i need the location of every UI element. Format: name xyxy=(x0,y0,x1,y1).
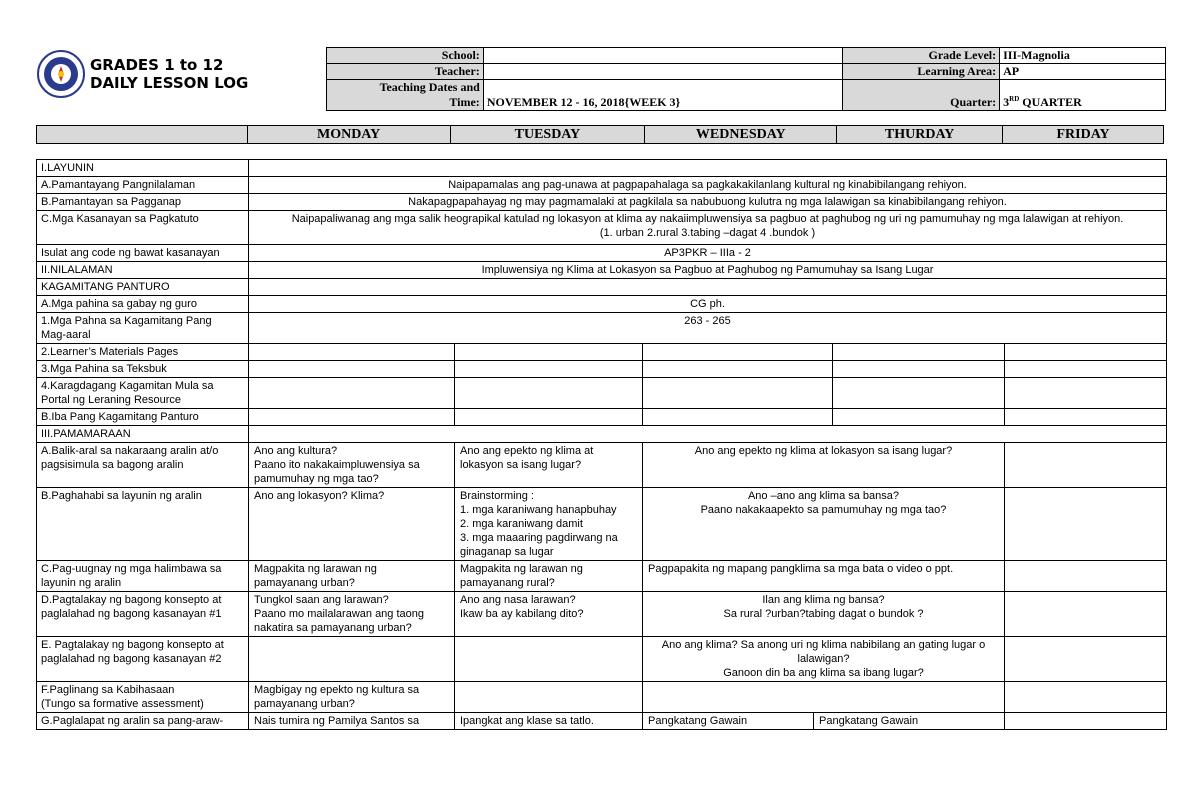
table-row xyxy=(37,713,1167,730)
table-row xyxy=(37,561,1167,592)
text-line: lokasyon sa isang lugar? xyxy=(460,459,582,471)
text-line: Ikaw ba ay kabilang dito? xyxy=(460,608,584,620)
pamantayan-pagganap-text[interactable]: Nakapagpapahayag ng may pagmamalaki at pagkilala sa nabubuong kulutra ng mga lalawigan sa kinabibilangang rehiyon. xyxy=(249,194,1167,211)
quarter-word: QUARTER xyxy=(1019,95,1082,109)
text-line: 3. mga maaaring pagdirwang na xyxy=(460,532,618,544)
text-line: Paano ito nakakaimpluwensiya sa xyxy=(254,459,420,471)
dates-label-line-2: Time: xyxy=(449,95,480,109)
kasanayan-text[interactable] xyxy=(249,211,1167,245)
text-line: Tungkol saan ang larawan? xyxy=(254,594,389,606)
teksbuk-label: 3.Mga Pahina sa Teksbuk xyxy=(37,361,249,378)
balik-aral-label xyxy=(37,443,249,488)
paglalapat-thursday[interactable]: Pangkatang Gawain xyxy=(814,713,1005,730)
balik-aral-line-1: A.Balik-aral sa nakaraang aralin at/o xyxy=(41,445,219,457)
pahina-kagamitan-label xyxy=(37,313,249,344)
text-line: Brainstorming : xyxy=(460,490,534,502)
paghahabi-friday[interactable] xyxy=(1005,488,1167,561)
nilalaman-label: II.NILALAMAN xyxy=(37,262,249,279)
gabay-guro-text[interactable]: CG ph. xyxy=(249,296,1167,313)
pag-uugnay-monday[interactable] xyxy=(249,561,455,592)
balik-aral-line-2: pagsisimula sa bagong aralin xyxy=(41,459,184,471)
paglinang-line-1: F.Paglinang sa Kabihasaan xyxy=(41,684,175,696)
paglalapat-monday[interactable]: Nais tumira ng Pamilya Santos sa xyxy=(249,713,455,730)
cell-monday[interactable] xyxy=(249,409,455,426)
balik-aral-friday[interactable] xyxy=(1005,443,1167,488)
table-row xyxy=(37,592,1167,637)
cell-thursday[interactable] xyxy=(833,344,1005,361)
cell-tuesday[interactable] xyxy=(455,409,643,426)
header-info-table xyxy=(326,47,1166,111)
paghahabi-monday[interactable]: Ano ang lokasyon? Klima? xyxy=(249,488,455,561)
balik-aral-monday[interactable] xyxy=(249,443,455,488)
code-text[interactable]: AP3PKR – IIIa - 2 xyxy=(249,245,1167,262)
cell-tuesday[interactable] xyxy=(455,378,643,409)
text-line: Ilan ang klima ng bansa? xyxy=(762,594,885,606)
day-friday: FRIDAY xyxy=(1003,126,1164,144)
text-line: Magpakita ng larawan ng xyxy=(460,563,583,575)
text-line: nakatira sa pamayanang urban? xyxy=(254,622,412,634)
paglalapat-label: G.Paglalapat ng aralin sa pang-araw- xyxy=(37,713,249,730)
table-row xyxy=(37,177,1167,194)
table-row xyxy=(37,344,1167,361)
pagtalakay-1-wed-thu[interactable] xyxy=(643,592,1005,637)
table-row xyxy=(37,488,1167,561)
quarter-value[interactable] xyxy=(1000,80,1166,111)
table-row xyxy=(37,262,1167,279)
pagtalakay-2-label xyxy=(37,637,249,682)
paglinang-monday[interactable] xyxy=(249,682,455,713)
cell-tuesday[interactable] xyxy=(455,344,643,361)
pagtalakay-1-friday[interactable] xyxy=(1005,592,1167,637)
grade-level-value[interactable]: III-Magnolia xyxy=(1000,48,1166,64)
dates-label xyxy=(327,80,484,111)
paghahabi-wed-thu[interactable] xyxy=(643,488,1005,561)
pagtalakay-2-wed-thu[interactable] xyxy=(643,637,1005,682)
table-row xyxy=(37,378,1167,409)
table-row xyxy=(37,194,1167,211)
pagtalakay-1-tuesday[interactable] xyxy=(455,592,643,637)
pagtalakay-1-monday[interactable] xyxy=(249,592,455,637)
text-line: pamumuhay ng mga tao? xyxy=(254,473,379,485)
table-row xyxy=(37,443,1167,488)
paghahabi-label: B.Paghahabi sa layunin ng aralin xyxy=(37,488,249,561)
cell-wednesday[interactable] xyxy=(643,344,833,361)
pag-uugnay-label xyxy=(37,561,249,592)
paglalapat-tuesday[interactable]: Ipangkat ang klase sa tatlo. xyxy=(455,713,643,730)
cell-thursday[interactable] xyxy=(833,409,1005,426)
day-wednesday: WEDNESDAY xyxy=(645,126,837,144)
table-row xyxy=(37,296,1167,313)
iba-pang-kagamitan-label: B.Iba Pang Kagamitang Panturo xyxy=(37,409,249,426)
paglinang-wed-thu[interactable] xyxy=(643,682,1005,713)
paghahabi-tuesday[interactable] xyxy=(455,488,643,561)
grade-level-label: Grade Level: xyxy=(843,48,1000,64)
teacher-label: Teacher: xyxy=(327,64,484,80)
cell-wednesday[interactable] xyxy=(643,409,833,426)
pagtalakay-1-line-1: D.Pagtalakay ng bagong konsepto at xyxy=(41,594,222,606)
balik-aral-wed-thu[interactable]: Ano ang epekto ng klima at lokasyon sa isang lugar? xyxy=(643,443,1005,488)
text-line: Ano ang kultura? xyxy=(254,445,338,457)
pag-uugnay-wed-thu[interactable]: Pagpapakita ng mapang pangklima sa mga bata o video o ppt. xyxy=(643,561,1005,592)
text-line: pamayanang urban? xyxy=(254,577,355,589)
karagdagang-kagamitan-label xyxy=(37,378,249,409)
title-line-1: GRADES 1 to 12 xyxy=(90,56,224,74)
text-line: 1. mga karaniwang hanapbuhay xyxy=(460,504,617,516)
kasanayan-label: C.Mga Kasanayan sa Pagkatuto xyxy=(37,211,249,245)
learning-area-label: Learning Area: xyxy=(843,64,1000,80)
layunin-label: I.LAYUNIN xyxy=(37,160,249,177)
pamamaraan-cell[interactable] xyxy=(249,426,1167,443)
pahina-kagamitan-line-2: Mag-aaral xyxy=(41,329,91,341)
cell-thursday[interactable] xyxy=(833,378,1005,409)
karagdagang-line-1: 4.Karagdagang Kagamitan Mula sa xyxy=(41,380,214,392)
dates-label-line-1: Teaching Dates and xyxy=(379,80,480,94)
cell-friday[interactable] xyxy=(1005,409,1167,426)
table-row xyxy=(37,637,1167,682)
cell-monday[interactable] xyxy=(249,361,455,378)
pamantayan-pagganap-label: B.Pamantayan sa Pagganap xyxy=(37,194,249,211)
day-monday: MONDAY xyxy=(247,126,450,144)
pagtalakay-2-line-1: E. Pagtalakay ng bagong konsepto at xyxy=(41,639,224,651)
day-tuesday: TUESDAY xyxy=(450,126,645,144)
text-line: Ganoon din ba ang klima sa ibang lugar? xyxy=(723,667,924,679)
pag-uugnay-line-1: C.Pag-uugnay ng mga halimbawa sa xyxy=(41,563,222,575)
kasanayan-line-1: Naipapaliwanag ang mga salik heograpikal katulad ng lokasyon at klima ay nakaiimpluwensiya sa pagbuo at paghubog ng uri ng pamumuhay ng mga lalawigan at rehiyon. xyxy=(291,213,1124,225)
title-line-2: DAILY LESSON LOG xyxy=(90,74,249,92)
pagtalakay-1-line-2: paglalahad ng bagong kasanayan #1 xyxy=(41,608,222,620)
pahina-kagamitan-line-1: 1.Mga Pahna sa Kagamitang Pang xyxy=(41,315,212,327)
paglalapat-wednesday[interactable]: Pangkatang Gawain xyxy=(643,713,814,730)
karagdagang-line-2: Portal ng Leraning Resource xyxy=(41,394,182,406)
text-line: Magbigay ng epekto ng kultura sa xyxy=(254,684,420,696)
quarter-suffix: RD xyxy=(1009,95,1020,103)
pagtalakay-2-line-2: paglalahad ng bagong kasanayan #2 xyxy=(41,653,222,665)
pagtalakay-2-tuesday[interactable] xyxy=(455,637,643,682)
cell-tuesday[interactable] xyxy=(455,361,643,378)
balik-aral-tuesday[interactable] xyxy=(455,443,643,488)
pag-uugnay-tuesday[interactable] xyxy=(455,561,643,592)
paglinang-friday[interactable] xyxy=(1005,682,1167,713)
cell-thursday[interactable] xyxy=(833,361,1005,378)
table-row xyxy=(37,279,1167,296)
kagamitan-label: KAGAMITANG PANTURO xyxy=(37,279,249,296)
table-row xyxy=(37,245,1167,262)
quarter-label: Quarter: xyxy=(843,80,1000,111)
text-line: Magpakita ng larawan ng xyxy=(254,563,377,575)
text-line: 2. mga karaniwang damit xyxy=(460,518,583,530)
paglinang-tuesday[interactable] xyxy=(455,682,643,713)
gabay-guro-label: A.Mga pahina sa gabay ng guro xyxy=(37,296,249,313)
table-row xyxy=(37,211,1167,245)
pagtalakay-1-label xyxy=(37,592,249,637)
pag-uugnay-friday[interactable] xyxy=(1005,561,1167,592)
cell-friday[interactable] xyxy=(1005,344,1167,361)
table-row xyxy=(37,361,1167,378)
lesson-log-table xyxy=(36,159,1167,730)
table-row xyxy=(37,313,1167,344)
deped-seal-icon xyxy=(37,50,85,98)
learning-area-value[interactable]: AP xyxy=(1000,64,1166,80)
text-line: Paano mo mailalarawan ang taong xyxy=(254,608,425,620)
text-line: pamayanang rural? xyxy=(460,577,555,589)
text-line: ginaganap sa lugar xyxy=(460,546,554,558)
code-label: Isulat ang code ng bawat kasanayan xyxy=(37,245,249,262)
text-line: Ano ang nasa larawan? xyxy=(460,594,576,606)
text-line: Sa rural ?urban?tabing dagat o bundok ? xyxy=(723,608,924,620)
quarter-number: 3 xyxy=(1003,95,1010,109)
dates-value[interactable]: NOVEMBER 12 - 16, 2018{WEEK 3} xyxy=(483,80,843,111)
pagtalakay-2-friday[interactable] xyxy=(1005,637,1167,682)
pag-uugnay-line-2: layunin ng aralin xyxy=(41,577,122,589)
document-title xyxy=(90,56,248,92)
days-header-blank xyxy=(37,126,248,144)
text-line: Paano nakakaapekto sa pamumuhay ng mga tao? xyxy=(700,504,947,516)
cell-monday[interactable] xyxy=(249,344,455,361)
pahina-kagamitan-text[interactable]: 263 - 265 xyxy=(249,313,1167,344)
table-row xyxy=(37,426,1167,443)
text-line: Ano ang klima? Sa anong uri ng klima nabibilang an gating lugar o xyxy=(661,639,986,651)
table-row xyxy=(37,160,1167,177)
text-line: pamayanang urban? xyxy=(254,698,355,710)
layunin-cell[interactable] xyxy=(249,160,1167,177)
cell-friday[interactable] xyxy=(1005,378,1167,409)
school-label: School: xyxy=(327,48,484,64)
pamamaraan-label: III.PAMAMARAAN xyxy=(37,426,249,443)
text-line: Ano –ano ang klima sa bansa? xyxy=(747,490,900,502)
text-line: Ano ang epekto ng klima at xyxy=(460,445,594,457)
text-line: lalawigan? xyxy=(797,653,850,665)
pamantayang-pangnilalaman-label: A.Pamantayang Pangnilalaman xyxy=(37,177,249,194)
table-row xyxy=(37,409,1167,426)
day-thursday: THURDAY xyxy=(837,126,1003,144)
table-row xyxy=(37,682,1167,713)
paglalapat-friday[interactable] xyxy=(1005,713,1167,730)
pagtalakay-2-monday[interactable] xyxy=(249,637,455,682)
learner-materials-label: 2.Learner’s Materials Pages xyxy=(37,344,249,361)
kagamitan-cell[interactable] xyxy=(249,279,1167,296)
nilalaman-text[interactable]: Impluwensiya ng Klima at Lokasyon sa Pagbuo at Paghubog ng Pamumuhay sa Isang Lugar xyxy=(249,262,1167,279)
paglinang-line-2: (Tungo sa formative assessment) xyxy=(41,698,204,710)
cell-friday[interactable] xyxy=(1005,361,1167,378)
kasanayan-line-2: (1. urban 2.rural 3.tabing –dagat 4 .bundok ) xyxy=(599,227,816,239)
days-header xyxy=(36,125,1164,144)
cell-wednesday[interactable] xyxy=(643,378,833,409)
cell-wednesday[interactable] xyxy=(643,361,833,378)
paglinang-label xyxy=(37,682,249,713)
pamantayang-pangnilalaman-text[interactable]: Naipapamalas ang pag-unawa at pagpapahalaga sa pagkakakilanlang kultural ng kinabibilangang rehiyon. xyxy=(249,177,1167,194)
teacher-value[interactable] xyxy=(483,64,843,80)
cell-monday[interactable] xyxy=(249,378,455,409)
school-value[interactable] xyxy=(483,48,843,64)
